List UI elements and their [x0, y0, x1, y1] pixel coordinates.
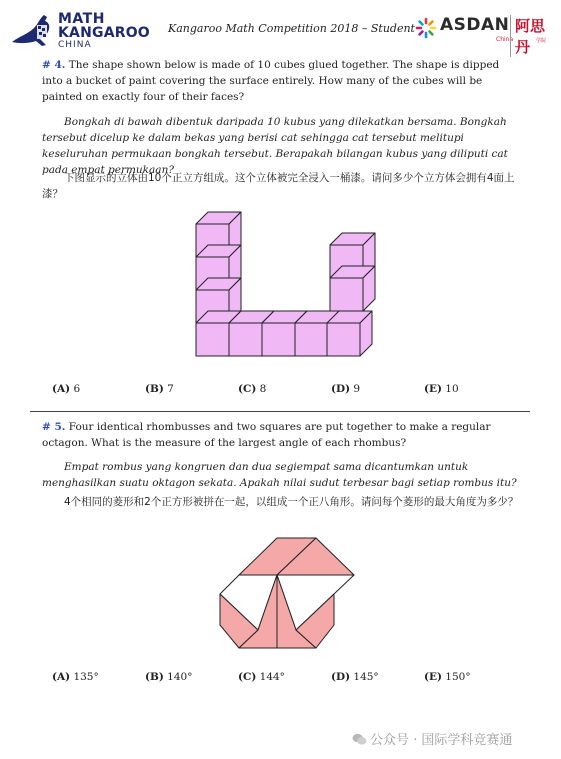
logo-line-china: CHINA [58, 40, 92, 50]
q5-option-e[interactable] [424, 671, 471, 683]
q5-number: # 5. [42, 421, 66, 433]
q5-option-b[interactable] [145, 671, 192, 683]
q4-option-b[interactable] [145, 383, 174, 395]
q4-malay: Bongkah di bawah dibentuk daripada 10 kubus yang dilekatkan bersama. Bongkah tersebut dicelup ke dalam bekas yang berisi cat sehingga cat tersebut melitupi keseluruhan permukaan bongkah tersebut. Berapakah bilangan kubus yang diliputi cat pada empat permukaan? [42, 116, 508, 176]
asdan-brand: ASDAN [440, 15, 510, 35]
q5-option-c[interactable] [238, 671, 285, 683]
asdan-cn-brand: 阿思丹 [510, 15, 554, 57]
asdan-brand-sub: China [496, 36, 514, 43]
asdan-burst-icon [414, 16, 438, 40]
kangaroo-icon [10, 12, 56, 48]
option-value: 145° [353, 671, 379, 683]
q4-option-d[interactable] [331, 383, 360, 395]
page-header [0, 0, 561, 56]
option-value: 135° [73, 671, 99, 683]
q5-option-a[interactable] [52, 671, 99, 683]
option-value: 6 [73, 383, 81, 395]
wechat-icon [352, 733, 367, 746]
q4-chinese: 下图显示的立体由10个正立方组成。这个立体被完全浸入一桶漆。请问多少个立方体会拥有4面上漆？ [42, 172, 515, 200]
q5-english-text: Four identical rhombusses and two squares are put together to make a regular octagon. What is the measure of the largest angle of each rhombus? [42, 421, 491, 449]
footer-watermark [352, 729, 512, 748]
footer-text: 公众号 · 国际学科竞赛通 [370, 733, 513, 748]
cube-right-back [330, 266, 375, 311]
q5-english [42, 419, 520, 451]
q4-cube-figure [0, 205, 561, 365]
q4-english-text: The shape shown below is made of 10 cubes glued together. The shape is dipped into a bucket of paint covering the surface entirely. How many of the cubes will be painted on exactly four of their faces? [42, 59, 500, 103]
q4-english [42, 57, 520, 105]
cube-bottom-5 [327, 311, 372, 356]
q5-octagon-figure [0, 530, 561, 660]
q5-option-d[interactable] [331, 671, 379, 683]
logo-line-kangaroo: KANGAROO [58, 25, 150, 41]
math-kangaroo-wordmark [58, 12, 150, 50]
section-divider [30, 411, 530, 412]
logo-line-math: MATH [58, 11, 105, 27]
option-letter: (C) [238, 383, 257, 395]
q5-malay: Empat rombus yang kongruen dan dua segiempat sama dicantumkan untuk menghasilkan suatu oktagon sekata. Apakah nilai sudut terbesar bagi setiap rombus itu? [42, 461, 517, 489]
option-value: 7 [167, 383, 174, 395]
q5-chinese: 4个相同的菱形和2个正方形被拼在一起，以组成一个正八角形。请问每个菱形的最大角度为多少？ [64, 496, 519, 508]
option-value: 144° [259, 671, 285, 683]
math-kangaroo-logo [10, 11, 150, 52]
q4-option-a[interactable] [52, 383, 80, 395]
option-value: 150° [445, 671, 471, 683]
option-letter: (E) [424, 383, 442, 395]
option-letter: (A) [52, 671, 71, 683]
option-value: 8 [259, 383, 267, 395]
option-value: 9 [353, 383, 361, 395]
q4-number: # 4. [42, 59, 66, 71]
option-letter: (A) [52, 383, 71, 395]
option-letter: (D) [331, 383, 351, 395]
q4-option-e[interactable] [424, 383, 459, 395]
option-letter: (D) [331, 671, 351, 683]
asdan-logo [414, 15, 554, 56]
option-value: 10 [445, 383, 459, 395]
option-letter: (E) [424, 671, 442, 683]
asdan-cn-sub: 学院 [536, 38, 547, 44]
option-value: 140° [167, 671, 193, 683]
q4-option-c[interactable] [238, 383, 266, 395]
header-title: Kangaroo Math Competition 2018 – Student [168, 22, 415, 35]
option-letter: (B) [145, 671, 164, 683]
option-letter: (B) [145, 383, 164, 395]
option-letter: (C) [238, 671, 257, 683]
